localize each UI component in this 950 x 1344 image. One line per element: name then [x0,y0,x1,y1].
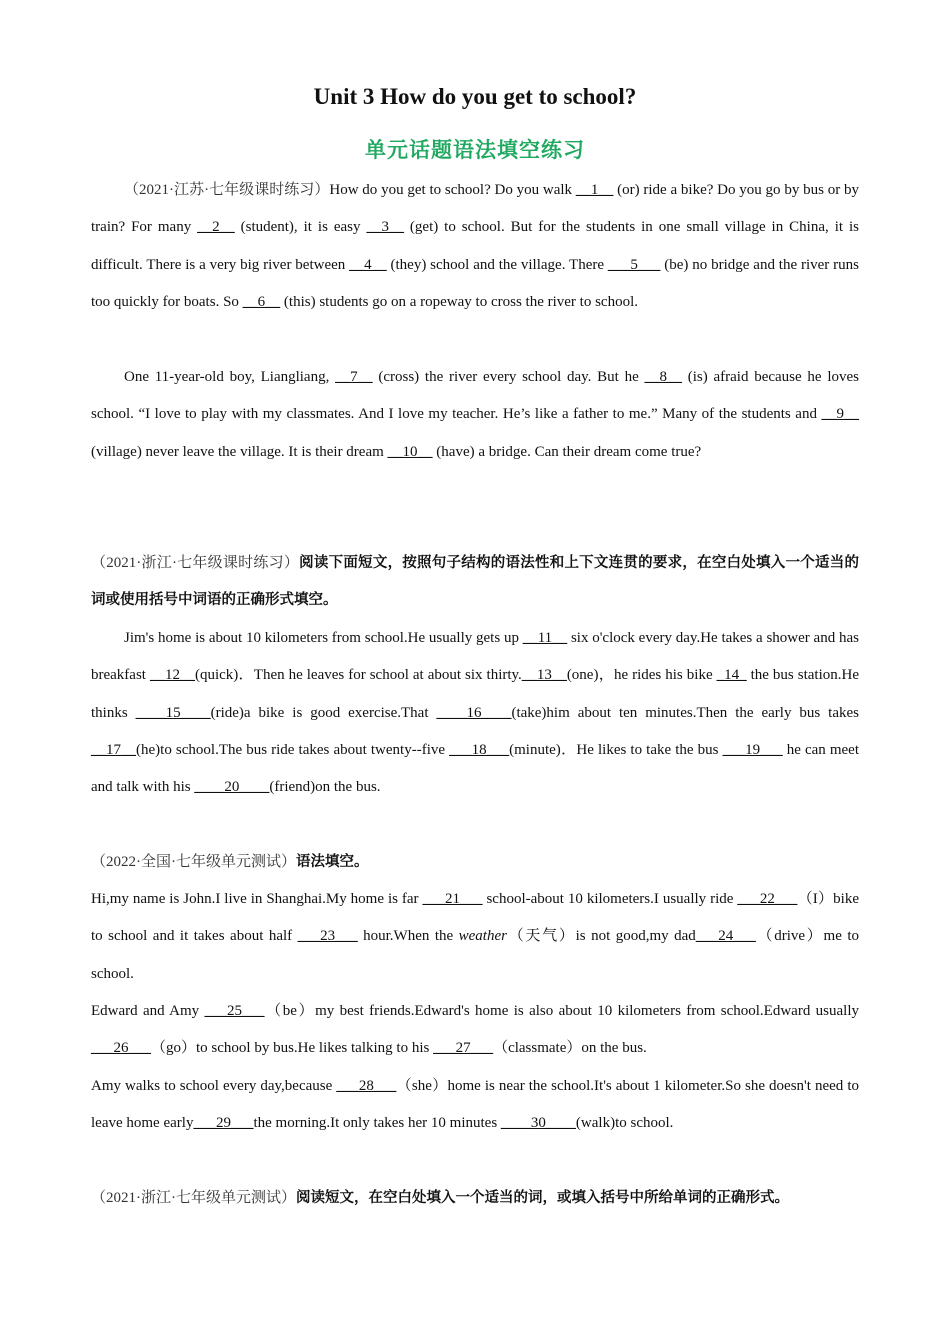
answer-blank: __10__ [387,443,433,460]
passage-text: Hi,my name is John.I live in Shanghai.My home is far [91,891,423,907]
passage-text: （天气）is not good,my dad [506,928,696,945]
answer-blank: _14_ [716,667,747,684]
passage-1-paragraph-1 [91,172,859,321]
passage-text: (this) students go on a ropeway to cross the river to school. [280,293,639,310]
passage-text: (student), it is easy [234,219,367,236]
passage-text: hour.When the [357,928,459,945]
answer-blank: ___5___ [607,256,661,273]
passage-text: (get) to school. But for the students in one small village in China, it is difficult. There is a very big river between [91,219,859,273]
answer-blank: __2__ [197,219,235,236]
passage-1-paragraph-2 [91,359,859,471]
answer-blank: __4__ [349,256,387,273]
passage-text: school-about 10 kilometers.I usually ride [482,891,738,907]
passage-text: (or) ride a bike? Do you go by bus or by train? For many [91,182,859,236]
passage-text: (cross) the river every school day. But he [372,369,645,385]
passage-text: Edward and Amy [91,1003,205,1019]
passage-text: One 11-year-old boy, Liangliang, [124,369,336,385]
answer-blank: ___22___ [737,891,798,907]
answer-blank: ___24___ [695,928,756,945]
passage-text: How do you get to school? Do you walk [329,182,576,198]
passage-2-instructions [91,545,859,620]
answer-blank: ___23___ [297,928,358,945]
passage-text: (be) no bridge and the river runs too quickly for boats. So [91,256,859,310]
passage-text: （I）bike to school and it takes about half [91,891,859,945]
page-title: Unit 3 How do you get to school? [313,84,637,109]
passage-text: (he)to school.The bus ride takes about twenty--five [136,741,450,758]
answer-blank: ___29___ [193,1115,254,1132]
passage-text: (have) a bridge. Can their dream come true? [432,443,702,460]
answer-blank: ___21___ [422,891,483,907]
source-label: （2022·全国·七年级单元测试） [91,854,296,870]
passage-text: （be）my best friends.Edward's home is also about 10 kilometers from school.Edward usually [264,1003,860,1019]
answer-blank: __6__ [242,293,281,310]
answer-blank: ____16____ [436,704,512,721]
answer-blank: ___26___ [91,1040,151,1057]
answer-blank: __3__ [366,219,404,236]
passage-text: (village) never leave the village. It is their dream [91,443,388,460]
answer-blank: __8__ [644,369,682,385]
instruction-text: 语法填空。 [296,854,369,870]
passage-3-paragraph-3 [91,1068,859,1143]
answer-blank: __11__ [522,630,568,646]
passage-text: (minute)．He likes to take the bus [509,741,723,758]
source-label: （2021·江苏·七年级课时练习） [124,182,330,198]
answer-blank: __17__ [91,741,136,758]
passage-text: (ride)a bike is good exercise.That [210,704,437,721]
passage-4-instructions [91,1180,859,1217]
passage-text: six o'clock every day.He takes a shower and has breakfast [91,630,859,684]
passage-text: （classmate）on the bus. [493,1040,647,1057]
answer-blank: __12__ [149,667,195,684]
answer-blank: ___28___ [336,1078,397,1094]
answer-blank: ____15____ [135,704,211,721]
answer-blank: ____30____ [500,1115,576,1132]
passage-3-paragraph-1 [91,881,859,993]
passage-text: （go）to school by bus.He likes talking to his [151,1040,434,1057]
answer-blank: __9__ [821,406,859,423]
answer-blank: ___25___ [204,1003,265,1019]
passage-text: (friend)on the bus. [269,779,381,796]
passage-3-instructions [91,844,859,881]
italic-word: weather [458,928,507,945]
answer-blank: ___27___ [433,1040,494,1057]
passage-text: Amy walks to school every day,because [91,1078,337,1094]
passage-text: (they) school and the village. There [386,256,608,273]
passage-text: (is) afraid because he loves school. “I love to play with my classmates. And I love my teacher. He’s like a father to me.” Many of the students and [91,369,859,423]
passage-2-paragraph [91,620,859,806]
passage-text: (walk)to school. [575,1115,674,1132]
answer-blank: ____20____ [194,779,270,796]
instruction-text: 阅读下面短文，按照句子结构的语法性和上下文连贯的要求，在空白处填入一个适当的词或使用括号中词语的正确形式填空。 [91,555,860,609]
source-label: （2021·浙江·七年级单元测试） [91,1190,296,1206]
answer-blank: ___18___ [449,741,510,758]
passage-text: (one)，he rides his bike [566,667,717,684]
passage-text: the bus station.He thinks [91,667,860,721]
passage-text: Jim's home is about 10 kilometers from school.He usually gets up [124,630,523,646]
answer-blank: __1__ [575,182,614,198]
passage-text: the morning.It only takes her 10 minutes [253,1115,501,1132]
passage-3-paragraph-2 [91,993,859,1068]
passage-text: （drive）me to school. [91,928,859,982]
passage-text: (quick)．Then he leaves for school at about six thirty. [194,667,522,684]
page-subtitle: 单元话题语法填空练习 [365,138,585,162]
source-label: （2021·浙江·七年级课时练习） [91,555,300,571]
passage-text: he can meet and talk with his [91,741,859,796]
passage-text: (take)him about ten minutes.Then the early bus takes [511,704,859,721]
answer-blank: __13__ [521,667,567,684]
passage-text: （she）home is near the school.It's about 1 kilometer.So she doesn't need to leave home early [91,1078,859,1132]
answer-blank: __7__ [335,369,373,385]
instruction-text: 阅读短文，在空白处填入一个适当的词，或填入括号中所给单词的正确形式。 [296,1190,789,1206]
answer-blank: ___19___ [722,741,783,758]
